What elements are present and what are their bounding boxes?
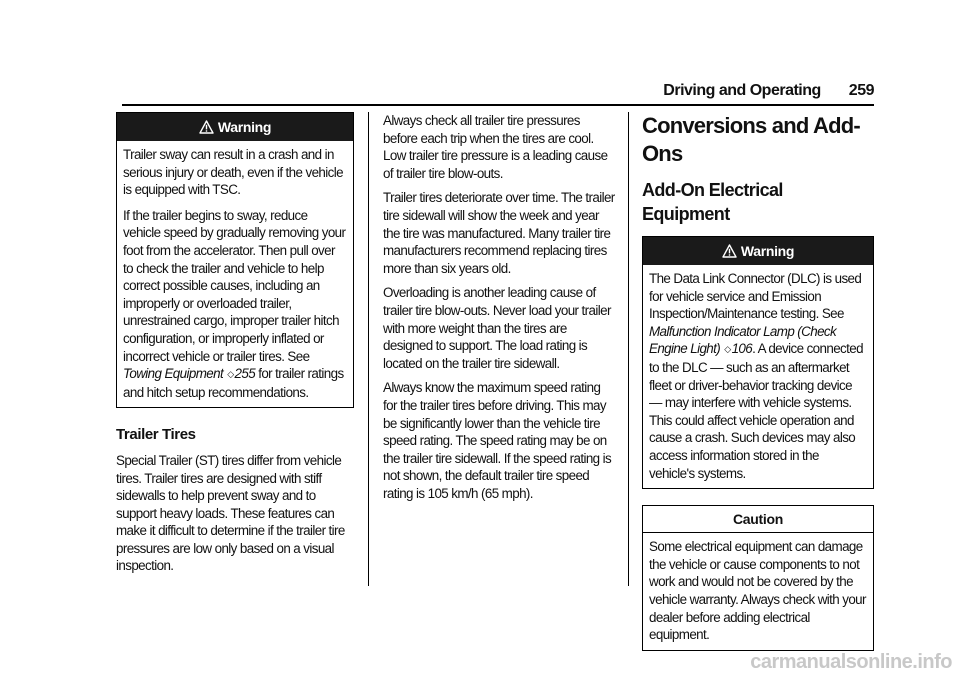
dlc-warning-paragraph: [649, 270, 867, 482]
towing-equipment-page[interactable]: 255: [234, 366, 256, 382]
tire-deterioration-paragraph: Trailer tires deteriorate over time. The trailer tire sidewall will show the week and year the tire was manufactured. Many trailer tire manufacturers recommend replacing tires more than six years old.: [383, 190, 615, 276]
dlc-warning-text: The Data Link Connector (DLC) is used for vehicle service and Emission Inspection/Maintenance testing. See: [649, 271, 862, 322]
page-ref-icon: ◇: [227, 369, 234, 380]
page-ref-icon: ◇: [724, 344, 731, 355]
page-number: 259: [848, 82, 874, 99]
page-header: [122, 82, 874, 104]
subsection-heading: Add-On Electrical Equipment: [642, 180, 783, 224]
section-title: Driving and Operating: [663, 82, 821, 99]
caution-box: [642, 505, 874, 651]
warning-box-title: [117, 113, 353, 141]
column-left: [116, 112, 354, 582]
warning-label: Warning: [740, 243, 795, 259]
warning-paragraph-1: Trailer sway can result in a crash and in serious injury or death, even if the vehicle is equipped with TSC.: [123, 147, 343, 198]
watermark: carmanualsonline.info: [750, 651, 952, 673]
warning-box-dlc: [642, 236, 874, 489]
header-rule: [122, 104, 874, 106]
warning-box-sway: [116, 112, 354, 408]
warning-p2-tail: for trailer ratings and hitch setup recommendations.: [123, 366, 344, 400]
column-right: [642, 112, 874, 651]
trailer-tires-paragraph: Special Trailer (ST) tires differ from vehicle tires. Trailer tires are designed with stiff sidewalls to help prevent sway and to support heavy loads. These features can make it difficult to determine if the trailer tire pressures are low only based on a visual inspection.: [116, 452, 345, 574]
tire-pressure-paragraph: Always check all trailer tire pressures before each trip when the tires are cool. Low trailer tire pressure is a leading cause of trailer tire blow-outs.: [383, 113, 608, 181]
warning-p2-text: If the trailer begins to sway, reduce vehicle speed by gradually removing your foot from the accelerator. Then pull over to check the trailer and vehicle to help correct possible causes, including an improperly or overloaded trailer, unrestrained cargo, improper trailer hitch configuration, or improperly inflated or incorrect vehicle or trailer tires. See: [123, 207, 346, 364]
trailer-tires-heading: Trailer Tires: [116, 426, 196, 444]
column-middle: [383, 112, 615, 509]
mil-page[interactable]: 106: [731, 341, 753, 357]
mil-link[interactable]: Malfunction Indicator Lamp (Check Engine Light): [649, 323, 837, 357]
warning-label: Warning: [217, 119, 272, 135]
section-heading: Conversions and Add-Ons: [642, 113, 860, 166]
warning-icon: [199, 120, 214, 134]
column-divider-1: [368, 112, 369, 586]
caution-box-title: Caution: [643, 506, 873, 533]
warning-paragraph-2: [123, 207, 347, 402]
speed-rating-paragraph: Always know the maximum speed rating for the trailer tires before driving. This may be significantly lower than the vehicle tire speed rating. The speed rating may be on the trailer tire sidewall. If the speed rating is not shown, the default trailer tire speed rating is 105 km/h (65 mph).: [383, 380, 612, 501]
dlc-warning-tail: . A device connected to the DLC — such as an aftermarket fleet or driver-behavior tracking device — may interfere with vehicle systems. This could affect vehicle operation and cause a crash. Such devices may also access information stored in the vehicle's systems.: [649, 341, 863, 481]
warning-icon: [722, 244, 737, 258]
caution-paragraph: Some electrical equipment can damage the vehicle or cause components to not work and would not be covered by the vehicle warranty. Always check with your dealer before adding electrical equipment.: [649, 539, 866, 643]
overloading-paragraph: Overloading is another leading cause of trailer tire blow-outs. Never load your trailer with more weight than the tires are designed to support. The load rating is located on the trailer tire sidewall.: [383, 285, 611, 371]
towing-equipment-link[interactable]: Towing Equipment: [123, 366, 224, 382]
warning-box-title: [643, 237, 873, 265]
column-divider-2: [628, 112, 629, 586]
